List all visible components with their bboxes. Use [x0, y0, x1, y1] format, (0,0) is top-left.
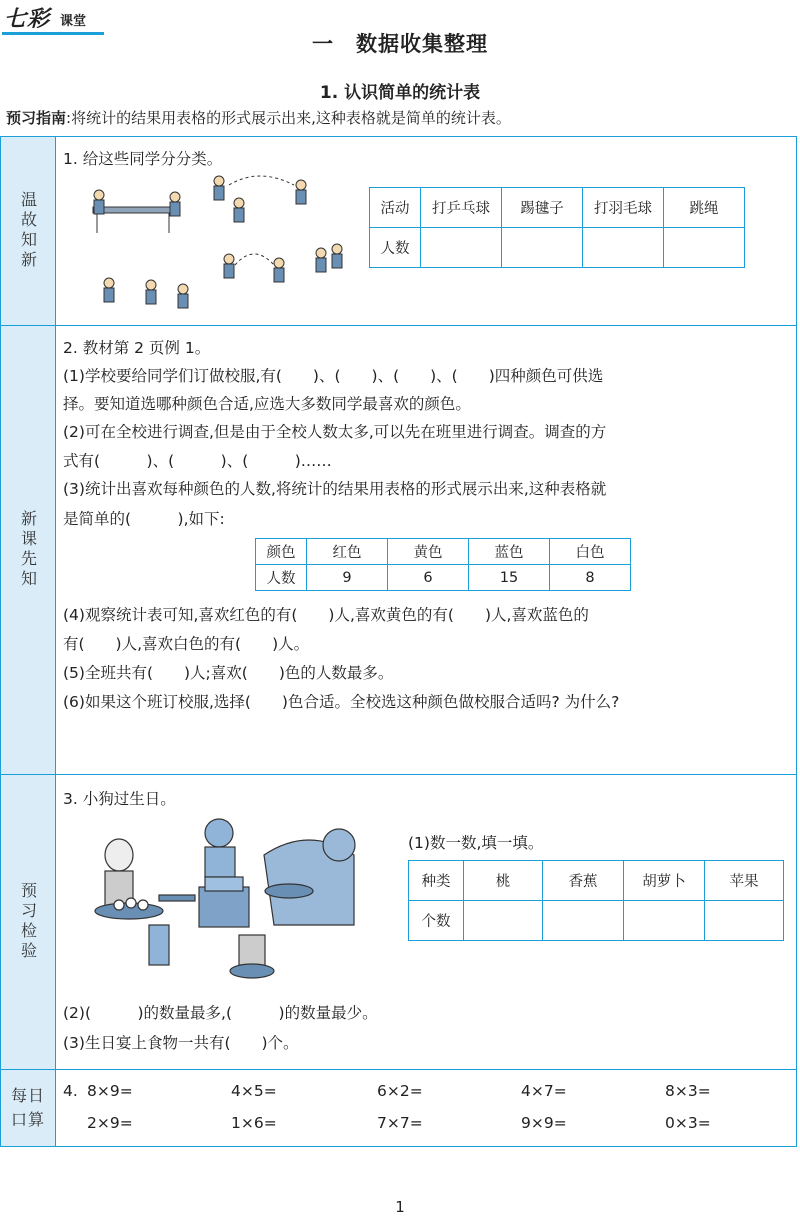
question-4-number: 4. — [63, 1082, 78, 1100]
people-yellow: 6 — [388, 565, 469, 591]
color-table — [255, 538, 631, 591]
sub-question-3: (3)生日宴上食物一共有( )个。 — [63, 1034, 299, 1052]
color-header: 颜色 — [256, 539, 307, 565]
food-header: 种类 — [409, 861, 464, 901]
oral-problem: 4×5= — [231, 1082, 277, 1100]
count-cell[interactable] — [421, 228, 502, 268]
oral-problem: 2×9= — [87, 1114, 133, 1132]
sub-question-2: (2)( )的数量最多,( )的数量最少。 — [63, 1004, 378, 1022]
guide-text: :将统计的结果用表格的形式展示出来,这种表格就是简单的统计表。 — [66, 109, 511, 127]
activity-table — [369, 187, 745, 268]
color-blue: 蓝色 — [469, 539, 550, 565]
para-2a: (2)可在全校进行调查,但是由于全校人数太多,可以先在班里进行调查。调查的方 — [63, 423, 607, 441]
color-yellow: 黄色 — [388, 539, 469, 565]
color-white: 白色 — [550, 539, 631, 565]
quantity-cell[interactable] — [543, 901, 624, 941]
quantity-label: 个数 — [409, 901, 464, 941]
people-blue: 15 — [469, 565, 550, 591]
oral-problem: 0×3= — [665, 1114, 711, 1132]
food-peach: 桃 — [464, 861, 543, 901]
birthday-party-illustration — [89, 815, 389, 995]
preview-guide — [6, 107, 511, 128]
people-white: 8 — [550, 565, 631, 591]
para-3b: 是简单的( ),如下: — [63, 510, 225, 528]
count-label: 人数 — [370, 228, 421, 268]
count-cell[interactable] — [664, 228, 745, 268]
section-label-new-lesson: 新课先知 — [1, 326, 56, 774]
question-2: 2. 教材第 2 页例 1。 — [63, 339, 211, 357]
section-new-lesson — [0, 325, 797, 775]
section-label-review: 温故知新 — [1, 137, 56, 325]
quantity-cell[interactable] — [464, 901, 543, 941]
activity-shuttlecock: 踢毽子 — [502, 188, 583, 228]
oral-problem: 1×6= — [231, 1114, 277, 1132]
quantity-cell[interactable] — [705, 901, 784, 941]
people-red: 9 — [307, 565, 388, 591]
section-label-preview-check: 预习检验 — [1, 775, 56, 1069]
oral-problem: 9×9= — [521, 1114, 567, 1132]
para-1b: 择。要知道选哪种颜色合适,应选大多数同学最喜欢的颜色。 — [63, 395, 471, 413]
activity-badminton: 打羽毛球 — [583, 188, 664, 228]
para-4b: 有( )人,喜欢白色的有( )人。 — [63, 635, 310, 653]
students-activities-illustration — [89, 173, 359, 318]
food-banana: 香蕉 — [543, 861, 624, 901]
people-label: 人数 — [256, 565, 307, 591]
oral-problem: 4×7= — [521, 1082, 567, 1100]
brand-text: 七彩 — [4, 6, 51, 32]
sub-question-1: (1)数一数,填一填。 — [408, 834, 544, 852]
color-red: 红色 — [307, 539, 388, 565]
section-review — [0, 136, 797, 326]
oral-problem: 8×9= — [87, 1082, 133, 1100]
section-label-daily-oral-math: 每日口算 — [1, 1070, 56, 1146]
lesson-title: 1. 认识简单的统计表 — [319, 83, 481, 103]
count-cell[interactable] — [583, 228, 664, 268]
quantity-cell[interactable] — [624, 901, 705, 941]
para-6: (6)如果这个班订校服,选择( )色合适。全校选这种颜色做校服合适吗? 为什么? — [63, 693, 620, 711]
para-3a: (3)统计出喜欢每种颜色的人数,将统计的结果用表格的形式展示出来,这种表格就 — [63, 480, 607, 498]
food-table — [408, 860, 784, 941]
activity-header: 活动 — [370, 188, 421, 228]
food-carrot: 胡萝卜 — [624, 861, 705, 901]
para-2b: 式有( )、( )、( )…… — [63, 452, 332, 470]
para-1a: (1)学校要给同学们订做校服,有( )、( )、( )、( )四种颜色可供选 — [63, 367, 604, 385]
oral-problem: 8×3= — [665, 1082, 711, 1100]
question-3: 3. 小狗过生日。 — [63, 790, 176, 808]
section-daily-oral-math — [0, 1069, 797, 1147]
guide-label: 预习指南 — [6, 109, 67, 127]
activity-rope: 跳绳 — [664, 188, 745, 228]
activity-pingpong: 打乒乓球 — [421, 188, 502, 228]
food-apple: 苹果 — [705, 861, 784, 901]
question-1: 1. 给这些同学分分类。 — [63, 150, 223, 168]
para-5: (5)全班共有( )人;喜欢( )色的人数最多。 — [63, 664, 394, 682]
count-cell[interactable] — [502, 228, 583, 268]
oral-problem: 6×2= — [377, 1082, 423, 1100]
unit-title: 一 数据收集整理 — [312, 32, 488, 56]
brand-subtext: 课堂 — [60, 14, 87, 29]
para-4a: (4)观察统计表可知,喜欢红色的有( )人,喜欢黄色的有( )人,喜欢蓝色的 — [63, 606, 589, 624]
page-number: 1 — [395, 1198, 405, 1216]
oral-problem: 7×7= — [377, 1114, 423, 1132]
section-preview-check — [0, 774, 797, 1070]
